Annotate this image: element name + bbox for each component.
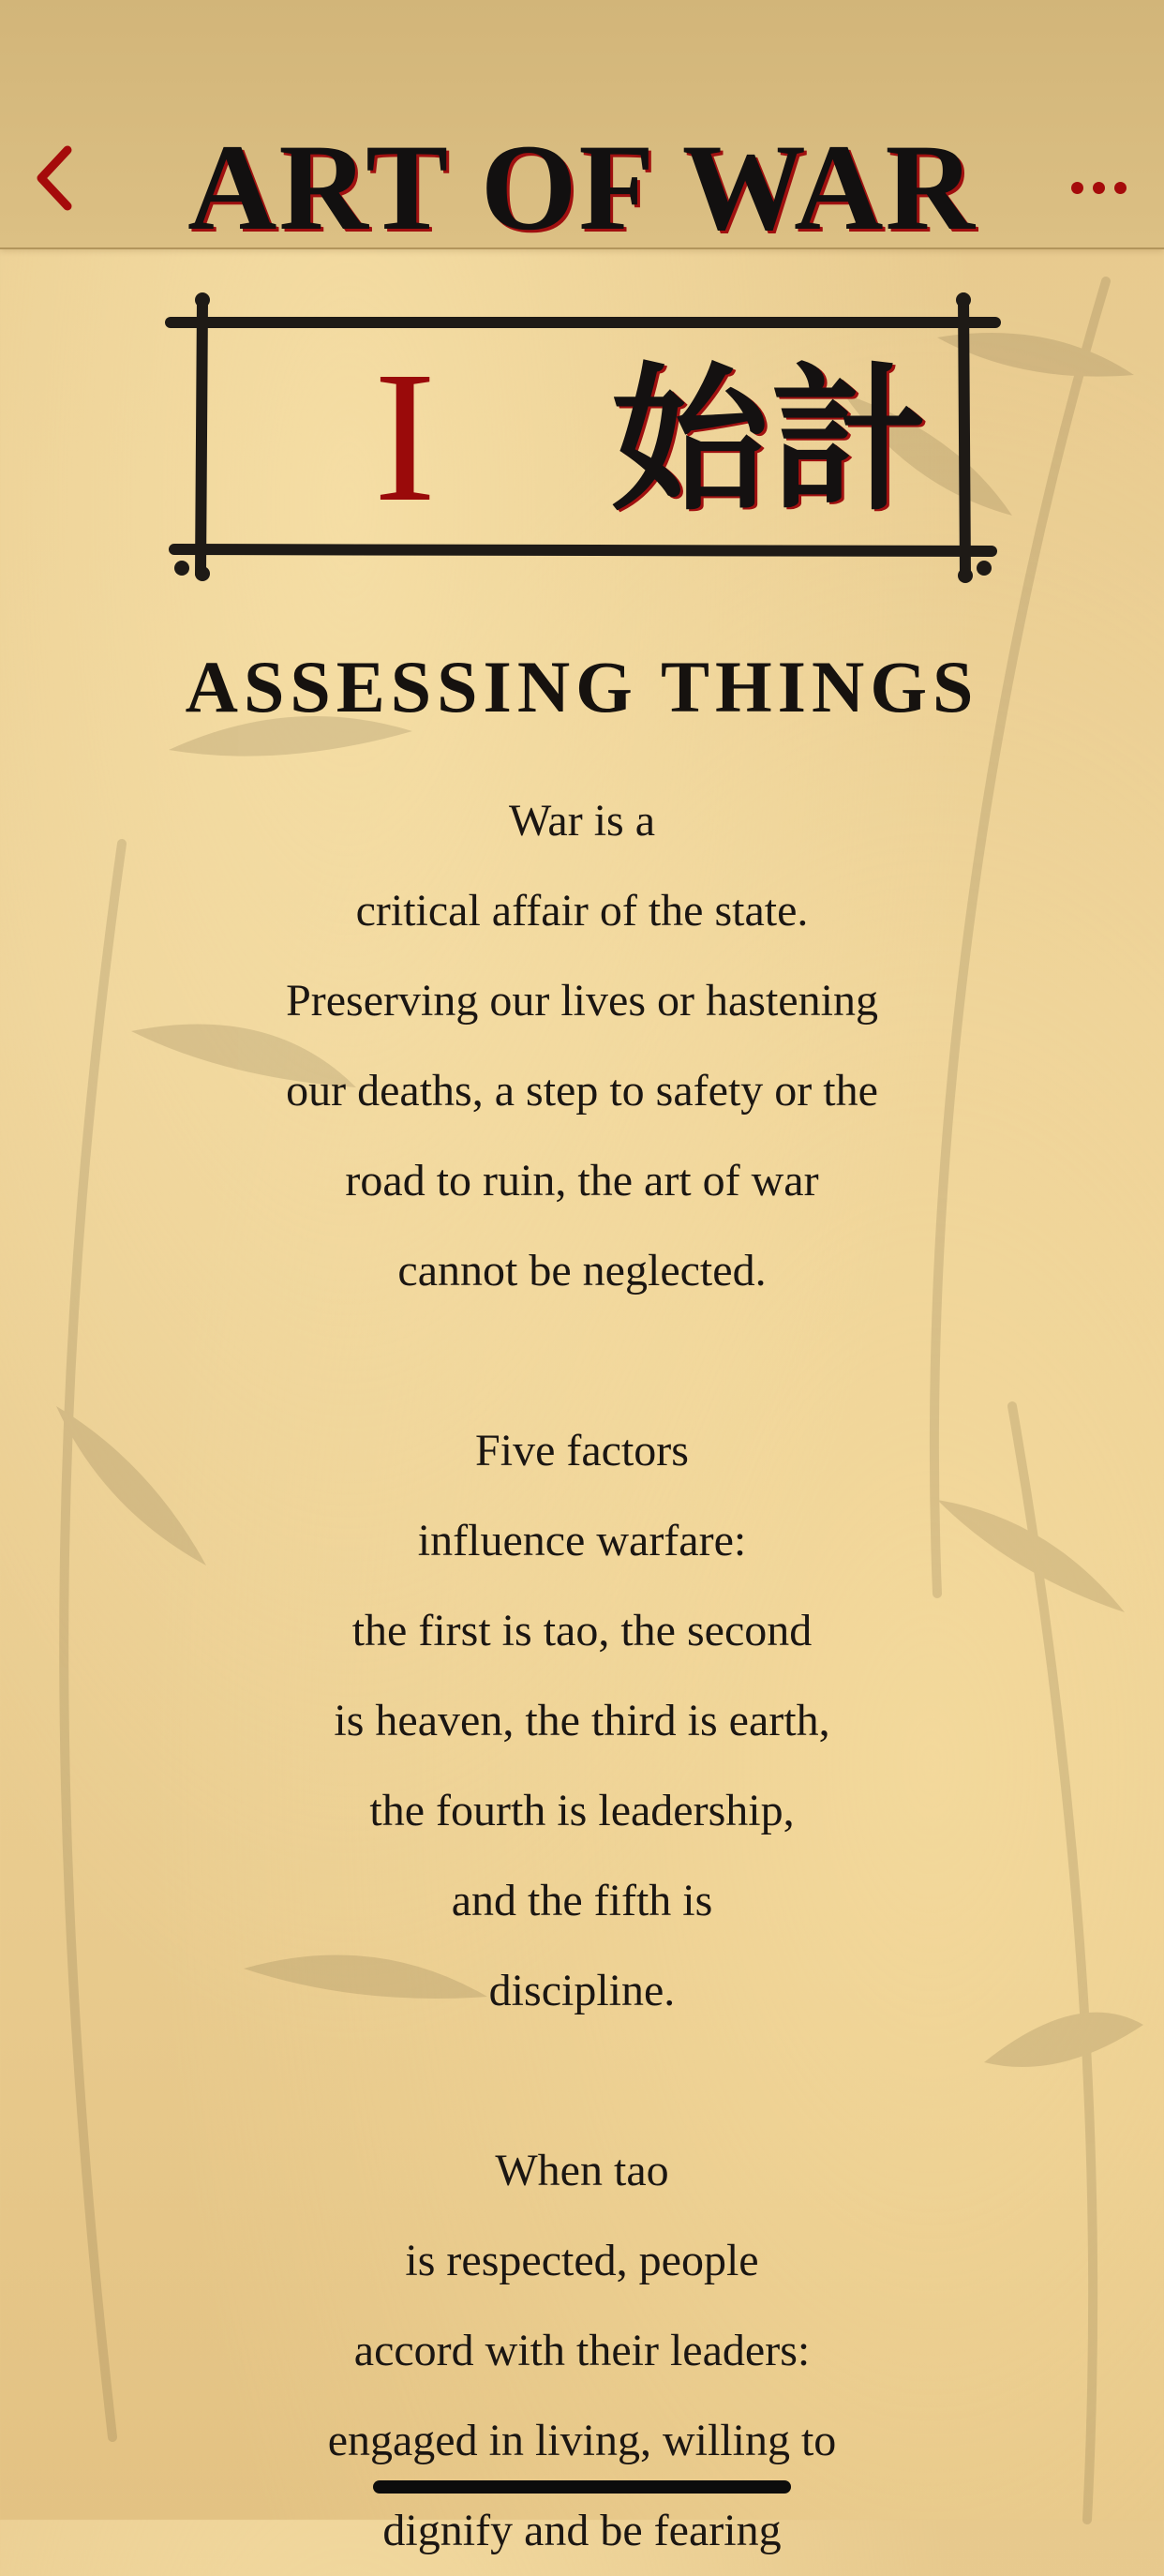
verse-line: influence warfare: bbox=[417, 1516, 747, 1565]
more-options-button[interactable] bbox=[1052, 150, 1145, 225]
verse-3 bbox=[0, 2126, 1164, 2576]
verse-line: is respected, people bbox=[405, 2236, 759, 2285]
verse-line: Five factors bbox=[475, 1426, 689, 1475]
verse-line: engaged in living, willing to bbox=[327, 2416, 837, 2465]
home-indicator[interactable] bbox=[373, 2480, 791, 2494]
verse-line: War is a bbox=[508, 796, 656, 846]
verse-1 bbox=[0, 776, 1164, 1316]
verse-line: discipline. bbox=[488, 1966, 676, 2015]
chevron-left-icon bbox=[34, 144, 75, 212]
chapter-frame bbox=[161, 292, 1005, 583]
verse-line: is heaven, the third is earth, bbox=[334, 1696, 830, 1745]
verse-2 bbox=[0, 1406, 1164, 2036]
verse-line: road to ruin, the art of war bbox=[345, 1156, 819, 1206]
verse-line: accord with their leaders: bbox=[353, 2326, 811, 2375]
verse-line: cannot be neglected. bbox=[397, 1246, 767, 1295]
chapter-heading: ASSESSING THINGS bbox=[185, 646, 979, 727]
ellipsis-icon bbox=[1071, 182, 1083, 194]
verse-line: When tao bbox=[495, 2146, 669, 2195]
verse-line: the first is tao, the second bbox=[351, 1606, 813, 1655]
verse-line: our deaths, a step to safety or the bbox=[286, 1066, 878, 1116]
app-title: ART OF WAR bbox=[187, 118, 977, 256]
verse-line: critical affair of the state. bbox=[355, 886, 809, 936]
verse-line: and the fifth is bbox=[451, 1876, 713, 1925]
verse-line: Preserving our lives or hastening bbox=[286, 976, 878, 1026]
back-button[interactable] bbox=[17, 131, 92, 225]
verse-line: dignify and be fearing bbox=[382, 2506, 782, 2555]
header-bar bbox=[0, 0, 1164, 256]
chapter-cjk-title: 始計 bbox=[611, 349, 930, 532]
chapter-number: I bbox=[373, 334, 437, 541]
verse-line: the fourth is leadership, bbox=[369, 1786, 795, 1835]
